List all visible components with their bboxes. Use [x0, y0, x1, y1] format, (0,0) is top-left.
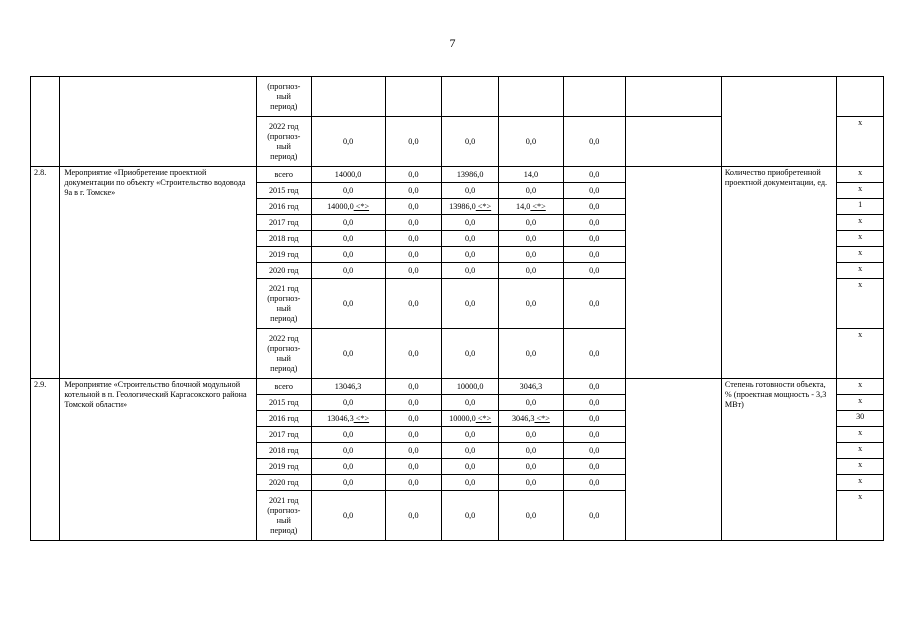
name-cell	[60, 77, 257, 167]
indicator-value-cell: х	[837, 329, 884, 379]
value-cell: 0,0	[563, 183, 625, 199]
value-cell: 10000,0	[442, 379, 499, 395]
value-cell: 0,0	[499, 117, 564, 167]
value-cell: 0,0	[385, 329, 442, 379]
value-cell: 14,0 <*>	[499, 199, 564, 215]
year-cell: всего	[256, 167, 311, 183]
indicator-cell: Степень готовности объекта, % (проектная мощность - 3,3 МВт)	[721, 379, 836, 541]
program-table-body	[31, 77, 884, 541]
value-cell: 0,0	[499, 279, 564, 329]
value-cell: 0,0	[385, 117, 442, 167]
value-cell: 0,0	[563, 427, 625, 443]
value-cell: 0,0	[563, 117, 625, 167]
year-cell: 2021 год (прогноз- ный период)	[256, 279, 311, 329]
indicator-value-cell: х	[837, 443, 884, 459]
value-cell: 0,0	[442, 215, 499, 231]
indicator-value-cell: х	[837, 379, 884, 395]
indicator-value-cell: х	[837, 183, 884, 199]
value-cell: 0,0	[563, 475, 625, 491]
value-cell: 3046,3 <*>	[499, 411, 564, 427]
indicator-value-cell: х	[837, 263, 884, 279]
value-cell: 0,0	[442, 427, 499, 443]
value-cell: 0,0	[311, 183, 385, 199]
indicator-value-cell: х	[837, 459, 884, 475]
value-cell: 0,0	[499, 475, 564, 491]
value-cell: 0,0	[563, 263, 625, 279]
indicator-value-cell: 30	[837, 411, 884, 427]
note-marker: <*>	[475, 201, 492, 211]
indicator-value-cell: х	[837, 167, 884, 183]
year-cell: 2019 год	[256, 247, 311, 263]
indicator-value-cell: 1	[837, 199, 884, 215]
value-cell: 0,0	[311, 231, 385, 247]
value-cell: 0,0	[385, 379, 442, 395]
value-cell: 10000,0 <*>	[442, 411, 499, 427]
year-cell: 2017 год	[256, 427, 311, 443]
value-cell: 0,0	[499, 215, 564, 231]
value-cell: 0,0	[385, 411, 442, 427]
value-cell: 0,0	[563, 459, 625, 475]
value-cell: 0,0	[385, 279, 442, 329]
indicator-value-cell: х	[837, 117, 884, 167]
value-cell: 0,0	[385, 247, 442, 263]
blank-cell	[625, 379, 721, 541]
note-marker: <*>	[353, 201, 370, 211]
note-marker: <*>	[534, 413, 550, 423]
value-cell: 13986,0 <*>	[442, 199, 499, 215]
value-cell: 14,0	[499, 167, 564, 183]
value-cell: 0,0	[442, 329, 499, 379]
value-cell: 0,0	[563, 395, 625, 411]
value-cell: 0,0	[563, 167, 625, 183]
note-marker: <*>	[530, 201, 546, 211]
value-cell	[563, 77, 625, 117]
year-cell: всего	[256, 379, 311, 395]
year-cell: 2020 год	[256, 475, 311, 491]
value-cell: 0,0	[385, 231, 442, 247]
indicator-value-cell	[837, 77, 884, 117]
value-cell: 0,0	[442, 247, 499, 263]
value-cell: 13046,3	[311, 379, 385, 395]
year-cell: 2019 год	[256, 459, 311, 475]
measure-name: Мероприятие «Приобретение проектной документации по объекту «Строительство водовода 9а в г. Томске»	[60, 167, 257, 379]
value-cell: 0,0	[499, 427, 564, 443]
num-cell	[31, 77, 60, 167]
value-cell: 0,0	[563, 215, 625, 231]
indicator-value-cell: х	[837, 427, 884, 443]
value-cell: 0,0	[442, 279, 499, 329]
indicator-cell	[721, 77, 836, 167]
value-cell: 0,0	[442, 183, 499, 199]
value-cell: 14000,0	[311, 167, 385, 183]
value-cell: 0,0	[385, 475, 442, 491]
indicator-value-cell: х	[837, 491, 884, 541]
year-cell: 2018 год	[256, 231, 311, 247]
value-cell: 0,0	[385, 183, 442, 199]
year-cell: (прогноз- ный период)	[256, 77, 311, 117]
value-cell: 0,0	[442, 117, 499, 167]
value-cell: 0,0	[442, 459, 499, 475]
year-cell: 2017 год	[256, 215, 311, 231]
measure-number: 2.9.	[31, 379, 60, 541]
measure-name: Мероприятие «Строительство блочной модульной котельной в п. Геологический Каргасокского района Томской области»	[60, 379, 257, 541]
value-cell: 0,0	[499, 183, 564, 199]
value-cell: 0,0	[442, 475, 499, 491]
value-cell	[311, 77, 385, 117]
value-cell: 0,0	[563, 279, 625, 329]
program-table	[30, 76, 884, 541]
note-marker: <*>	[353, 413, 370, 423]
measure-number: 2.8.	[31, 167, 60, 379]
value-cell: 0,0	[499, 263, 564, 279]
value-cell: 0,0	[563, 199, 625, 215]
value-cell: 0,0	[311, 329, 385, 379]
blank-cell	[625, 167, 721, 379]
value-cell: 0,0	[311, 395, 385, 411]
year-cell: 2018 год	[256, 443, 311, 459]
value-cell: 0,0	[442, 231, 499, 247]
blank-cell	[625, 117, 721, 167]
indicator-value-cell: х	[837, 395, 884, 411]
value-cell: 0,0	[563, 247, 625, 263]
indicator-value-cell: х	[837, 215, 884, 231]
value-cell: 0,0	[563, 443, 625, 459]
value-cell: 0,0	[311, 475, 385, 491]
value-cell: 0,0	[442, 491, 499, 541]
value-cell: 13986,0	[442, 167, 499, 183]
value-cell: 0,0	[311, 443, 385, 459]
year-cell: 2022 год (прогноз- ный период)	[256, 329, 311, 379]
value-cell: 0,0	[385, 263, 442, 279]
value-cell: 0,0	[385, 215, 442, 231]
year-cell: 2015 год	[256, 183, 311, 199]
value-cell: 0,0	[385, 427, 442, 443]
value-cell: 0,0	[385, 199, 442, 215]
value-cell	[499, 77, 564, 117]
year-cell: 2020 год	[256, 263, 311, 279]
value-cell: 0,0	[442, 395, 499, 411]
value-cell: 0,0	[311, 491, 385, 541]
value-cell: 0,0	[385, 459, 442, 475]
year-cell: 2022 год (прогноз- ный период)	[256, 117, 311, 167]
year-cell: 2016 год	[256, 411, 311, 427]
value-cell	[442, 77, 499, 117]
value-cell: 0,0	[563, 379, 625, 395]
value-cell: 0,0	[442, 263, 499, 279]
value-cell: 0,0	[563, 411, 625, 427]
value-cell: 0,0	[499, 231, 564, 247]
value-cell: 0,0	[563, 231, 625, 247]
value-cell: 0,0	[385, 491, 442, 541]
year-cell: 2021 год (прогноз- ный период)	[256, 491, 311, 541]
year-cell: 2016 год	[256, 199, 311, 215]
value-cell: 0,0	[563, 491, 625, 541]
note-marker: <*>	[475, 413, 492, 423]
value-cell: 0,0	[311, 279, 385, 329]
value-cell: 0,0	[311, 459, 385, 475]
indicator-value-cell: х	[837, 475, 884, 491]
indicator-value-cell: х	[837, 231, 884, 247]
value-cell	[385, 77, 442, 117]
indicator-value-cell: х	[837, 247, 884, 263]
value-cell: 3046,3	[499, 379, 564, 395]
value-cell: 0,0	[499, 247, 564, 263]
value-cell: 0,0	[311, 247, 385, 263]
value-cell: 0,0	[499, 329, 564, 379]
value-cell: 0,0	[311, 117, 385, 167]
value-cell: 0,0	[499, 491, 564, 541]
blank-cell	[625, 77, 721, 117]
value-cell: 0,0	[311, 215, 385, 231]
value-cell: 0,0	[311, 263, 385, 279]
value-cell: 0,0	[311, 427, 385, 443]
table-row	[31, 379, 884, 395]
value-cell: 0,0	[499, 443, 564, 459]
value-cell: 0,0	[385, 395, 442, 411]
page-number: 7	[449, 36, 456, 50]
value-cell: 14000,0 <*>	[311, 199, 385, 215]
value-cell: 0,0	[385, 443, 442, 459]
value-cell: 0,0	[499, 459, 564, 475]
value-cell: 13046,3 <*>	[311, 411, 385, 427]
value-cell: 0,0	[563, 329, 625, 379]
table-row	[31, 167, 884, 183]
value-cell: 0,0	[442, 443, 499, 459]
indicator-cell: Количество приобретенной проектной документации, ед.	[721, 167, 836, 379]
value-cell: 0,0	[385, 167, 442, 183]
year-cell: 2015 год	[256, 395, 311, 411]
table-row	[31, 77, 884, 117]
indicator-value-cell: х	[837, 279, 884, 329]
value-cell: 0,0	[499, 395, 564, 411]
